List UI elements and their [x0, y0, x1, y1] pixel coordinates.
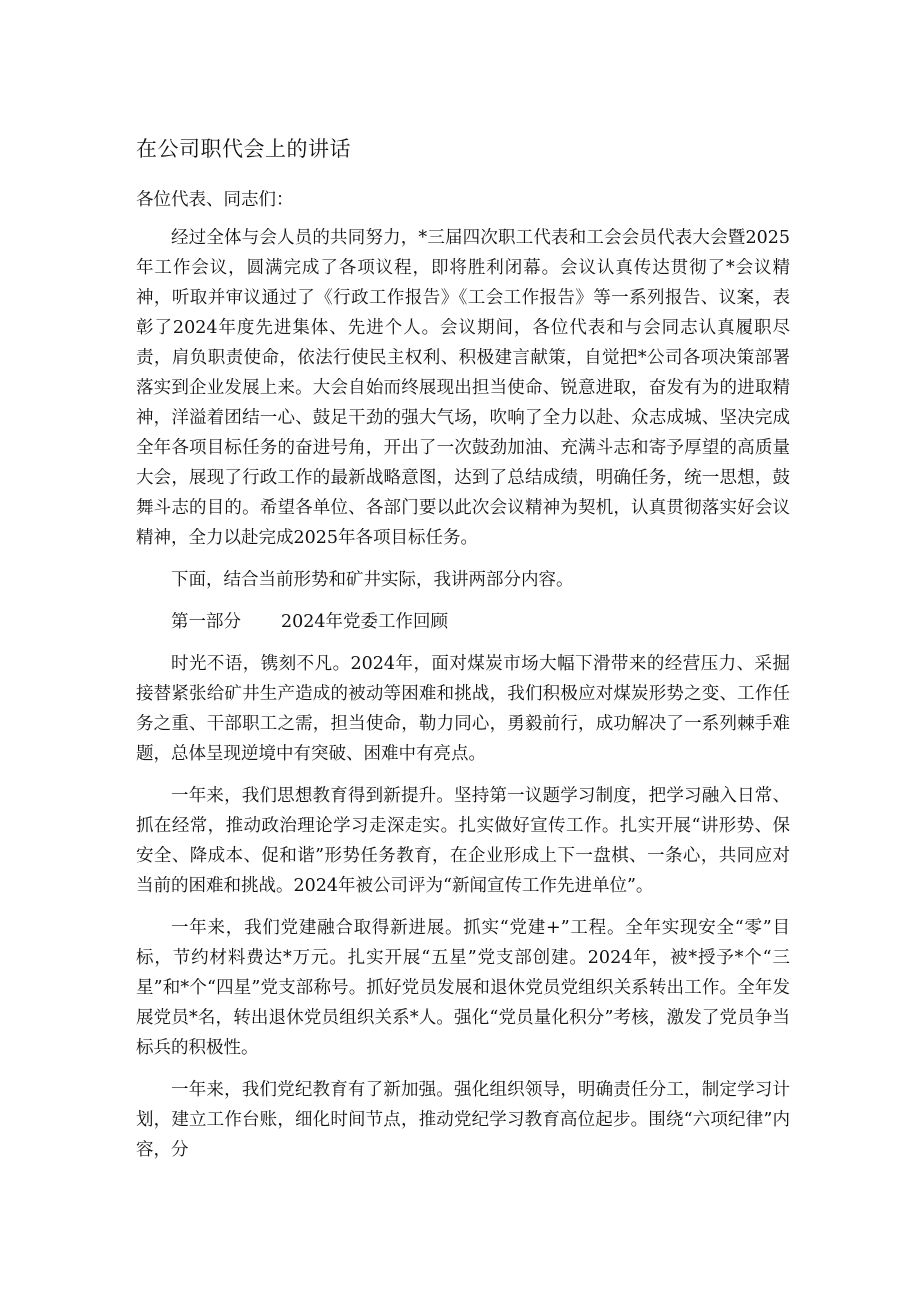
paragraph-outline: 下面，结合当前形势和矿井实际，我讲两部分内容。: [171, 570, 574, 590]
document-title: 在公司职代会上的讲话: [136, 137, 351, 161]
document-body: [136, 223, 790, 1177]
paragraph-thought-education: 一年来，我们思想教育得到新提升。坚持第一议题学习制度，把学习融入日常、抓在经常，推动政治理论学习走深走实。扎实做好宣传工作。扎实开展“讲形势、保安全、降成本、促和谐”形势任务教育，在企业形成上下一盘棋、一条心，共同应对当前的困难和挑战。2024年被公司评为“新闻宣传工作先进单位”。: [136, 786, 790, 896]
paragraph-review: 时光不语，镌刻不凡。2024年，面对煤炭市场大幅下滑带来的经营压力、采掘接替紧张给矿井生产造成的被动等困难和挑战，我们积极应对煤炭形势之变、工作任务之重、干部职工之需，担当使命，勒力同心，勇毅前行，成功解决了一系列棘手难题，总体呈现逆境中有突破、困难中有亮点。: [136, 654, 790, 764]
greeting: 各位代表、同志们：: [136, 190, 294, 210]
section-heading: [136, 607, 790, 637]
section-heading-label: 第一部分: [171, 612, 241, 632]
paragraph-intro: 经过全体与会人员的共同努力，*三届四次职工代表和工会会员代表大会暨2025年工作会议，圆满完成了各项议程，即将胜利闭幕。会议认真传达贯彻了*会议精神，听取并审议通过了《行政工作报告》《工会工作报告》等一系列报告、议案，表彰了2024年度先进集体、先进个人。会议期间，各位代表和与会同志认真履职尽责，肩负职责使命，依法行使民主权利、积极建言献策，自觉把*公司各项决策部署落实到企业发展上来。大会自始而终展现出担当使命、锐意进取，奋发有为的进取精神，洋溢着团结一心、鼓足干劲的强大气场，吹响了全力以赴、众志成城、坚决完成全年各项目标任务的奋进号角，开出了一次鼓劲加油、充满斗志和寄予厚望的高质量大会，展现了行政工作的最新战略意图，达到了总结成绩，明确任务，统一思想，鼓舞斗志的目的。希望各单位、各部门要以此次会议精神为契机，认真贯彻落实好会议精神，全力以赴完成2025年各项目标任务。: [136, 228, 790, 548]
paragraph-discipline-education: 一年来，我们党纪教育有了新加强。强化组织领导，明确责任分工，制定学习计划，建立工作台账，细化时间节点，推动党纪学习教育高位起步。围绕“六项纪律”内容，分: [136, 1080, 790, 1160]
section-heading-title: 2024年党委工作回顾: [281, 612, 449, 632]
paragraph-party-building: 一年来，我们党建融合取得新进展。抓实“党建+”工程。全年实现安全“零”目标，节约材料费达*万元。扎实开展“五星”党支部创建。2024年，被*授予*个“三星”和*个“四星”党支部称号。抓好党员发展和退休党员党组织关系转出工作。全年发展党员*名，转出退休党员组织关系*人。强化“党员量化积分”考核，激发了党员争当标兵的积极性。: [136, 918, 790, 1058]
